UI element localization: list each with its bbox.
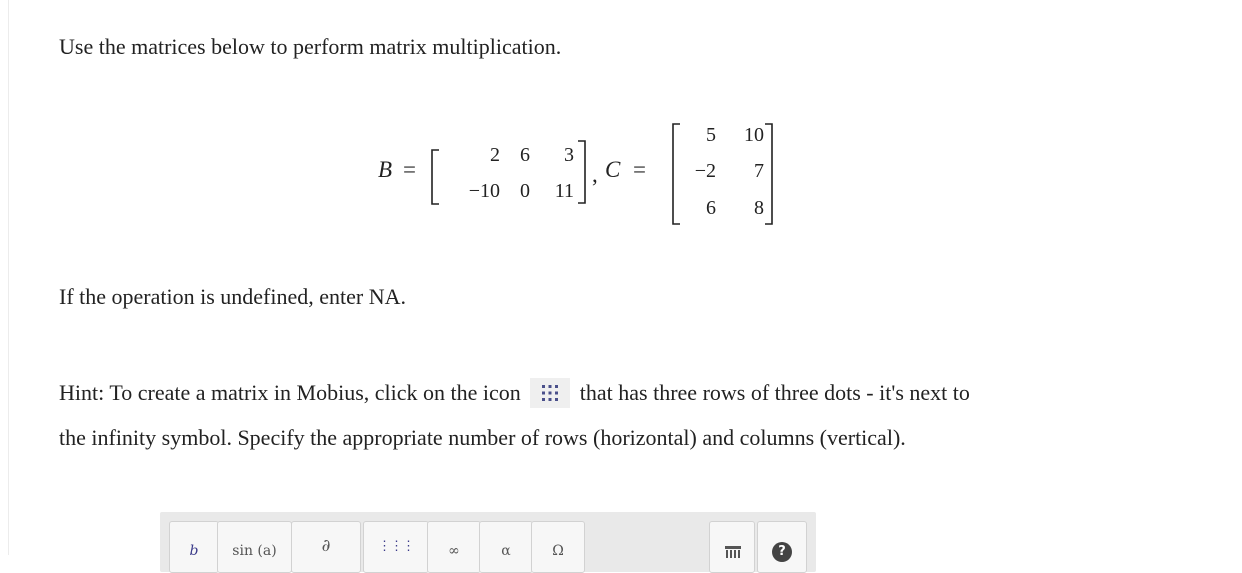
hint-line-1	[59, 380, 970, 410]
matrix-b-cell: 2	[490, 144, 500, 166]
matrix-button[interactable]	[363, 521, 429, 573]
help-button[interactable]	[757, 521, 807, 573]
matrix-separator: ,	[592, 162, 598, 187]
panel-left-border	[8, 0, 9, 555]
matrix-b-right-bracket	[576, 140, 588, 204]
matrix-c-name: C	[605, 157, 621, 182]
fraction-icon: b	[189, 543, 199, 559]
equation-editor-toolbar	[160, 512, 816, 572]
undefined-note: If the operation is undefined, enter NA.	[59, 284, 406, 309]
matrix-c-cell: 7	[754, 160, 764, 182]
matrix-c-cell: 6	[706, 197, 716, 219]
greek-uppercase-button[interactable]	[531, 521, 585, 573]
hint-line-2: the infinity symbol. Specify the appropriate number of rows (horizontal) and columns (vertical).	[59, 425, 906, 450]
matrix-c-cell: −2	[694, 160, 716, 182]
matrix-b-cell: 11	[554, 180, 574, 202]
matrix-b-cell: 0	[520, 180, 530, 202]
greek-capital-icon: Ω	[552, 543, 564, 559]
preview-button[interactable]	[709, 521, 755, 573]
matrix-b-cell: 3	[564, 144, 574, 166]
function-button[interactable]	[217, 521, 292, 573]
calculus-button[interactable]	[291, 521, 361, 573]
fraction-button[interactable]	[169, 521, 219, 573]
hint-text-end: that has three rows of three dots - it's next to	[579, 380, 970, 406]
function-icon: sin (a)	[232, 543, 277, 559]
help-icon: ?	[772, 542, 792, 562]
matrix-b-name: B	[378, 157, 393, 182]
greek-letter-icon: α	[501, 543, 511, 559]
matrix-c-right-bracket	[763, 123, 775, 225]
matrix-icon	[530, 378, 570, 408]
hint-text-start: Hint: To create a matrix in Mobius, click on the icon	[59, 380, 521, 406]
matrix-toolbar-icon: ⋮⋮⋮	[378, 539, 414, 554]
greek-lowercase-button[interactable]	[479, 521, 533, 573]
matrix-b-left-bracket	[430, 149, 442, 205]
matrix-b-equals: =	[403, 157, 416, 182]
infinity-button[interactable]	[427, 521, 481, 573]
matrix-c-cell: 8	[754, 197, 764, 219]
infinity-icon: ∞	[448, 543, 460, 559]
question-intro: Use the matrices below to perform matrix multiplication.	[59, 34, 562, 59]
matrix-b-cell: 6	[520, 144, 530, 166]
matrix-equation	[378, 114, 798, 234]
preview-icon	[724, 544, 742, 558]
matrix-b-cell: −10	[468, 180, 500, 202]
matrix-c-cell: 5	[706, 124, 716, 146]
matrix-c-equals: =	[633, 157, 646, 182]
matrix-c-cell: 10	[744, 124, 764, 146]
partial-derivative-icon: ∂	[321, 536, 331, 556]
